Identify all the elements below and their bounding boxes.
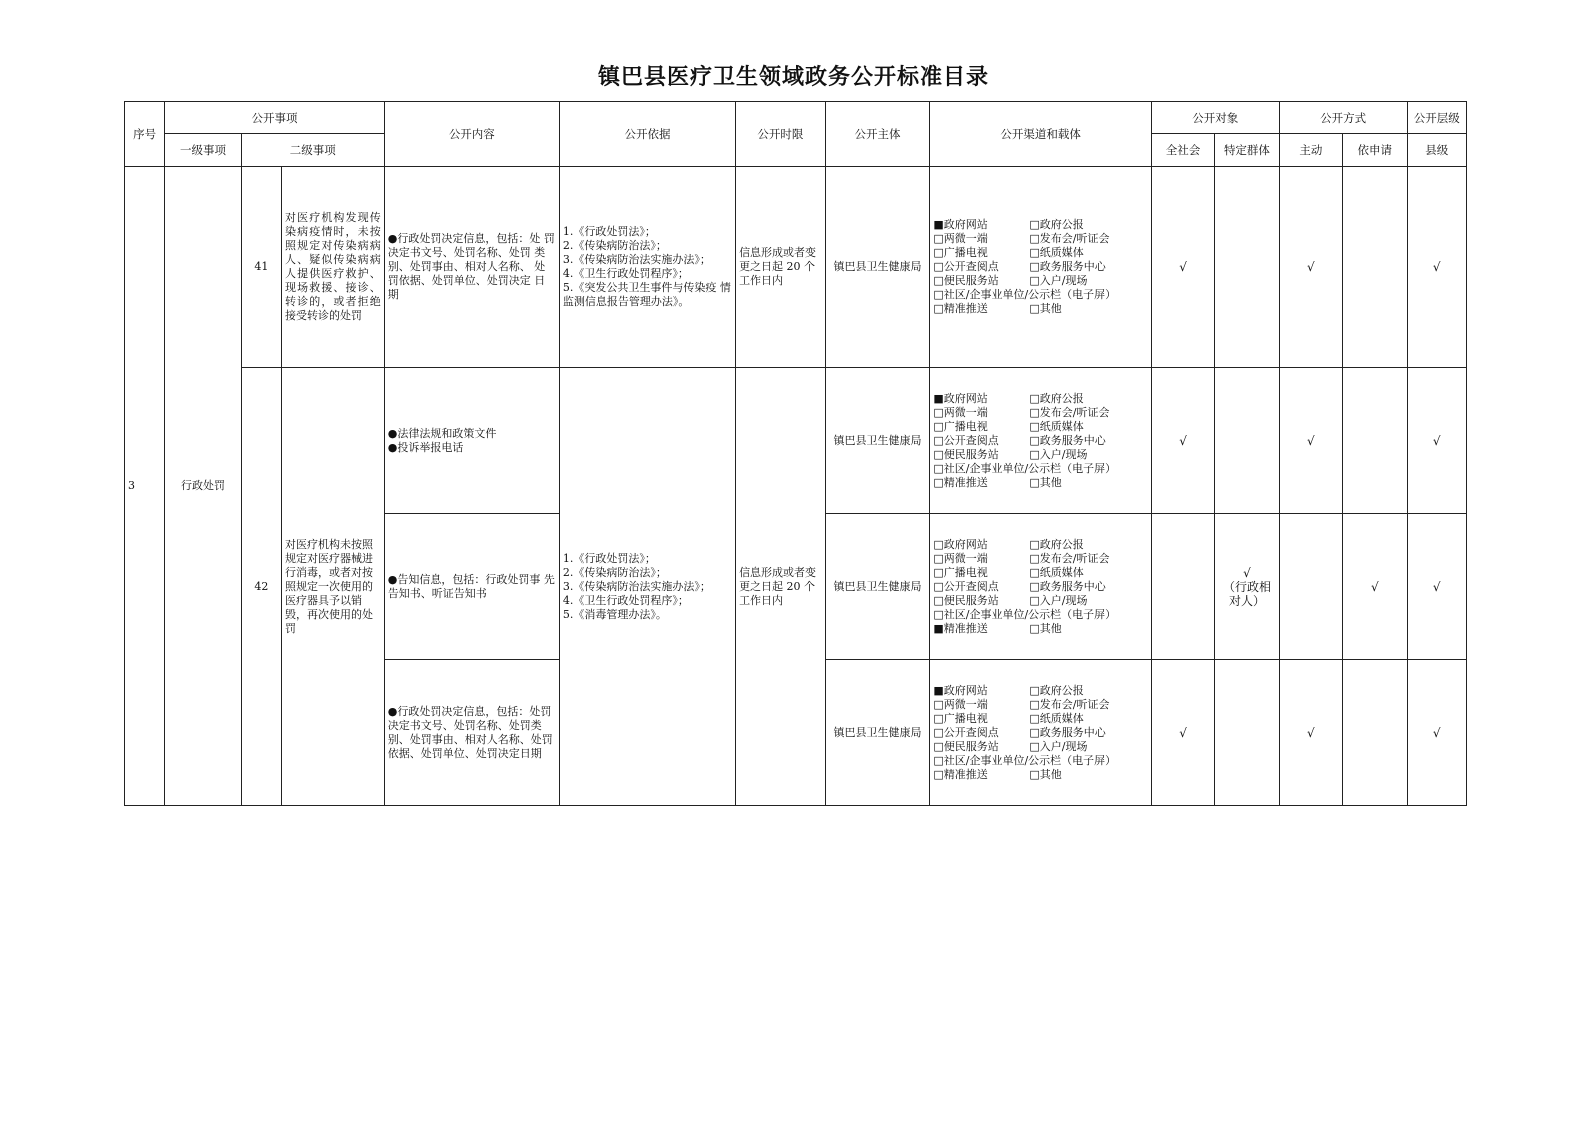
channel-option: □入户/现场	[1029, 593, 1088, 607]
item42-method-request-1	[1343, 368, 1407, 514]
item41-object-all: √	[1151, 167, 1214, 368]
channel-option: □其他	[1029, 767, 1062, 781]
channel-option: □政府网站	[933, 537, 988, 551]
item42-level-county-1: √	[1407, 368, 1467, 514]
header-level1: 一级事项	[165, 134, 242, 167]
channel-option: ■政府网站	[933, 391, 988, 405]
channel-row	[933, 594, 1147, 608]
item42-method-active-3: √	[1279, 660, 1342, 806]
channel-row	[933, 684, 1147, 698]
channel-option: □发布会/听证会	[1029, 232, 1110, 245]
header-time-limit: 公开时限	[736, 102, 826, 167]
channel-row	[933, 288, 1147, 302]
channel-option: □发布会/听证会	[1029, 551, 1110, 565]
item41-time-limit: 信息形成或者变更之日起 20 个工作日内	[736, 167, 826, 368]
channel-row	[933, 434, 1147, 448]
item42-method-active-2	[1279, 514, 1342, 660]
channel-option: □其他	[1029, 475, 1062, 489]
item42-object-specific-2: √ （行政相对人）	[1215, 514, 1279, 660]
channel-option: □便民服务站	[933, 447, 999, 461]
header-channel: 公开渠道和载体	[930, 102, 1151, 167]
channel-option: □便民服务站	[933, 739, 999, 753]
item41-level-county: √	[1407, 167, 1467, 368]
table-row-41	[125, 167, 1467, 368]
header-basis: 公开依据	[559, 102, 735, 167]
channel-option: □精准推送	[933, 767, 988, 781]
item42-subject-2: 镇巴县卫生健康局	[825, 514, 930, 660]
channel-row	[933, 608, 1147, 622]
channel-option: □发布会/听证会	[1029, 697, 1110, 711]
item41-method-request	[1343, 167, 1407, 368]
channel-row	[933, 712, 1147, 726]
channel-row	[933, 392, 1147, 406]
channel-option: □社区/企事业单位/公示栏（电子屏）	[933, 753, 1117, 767]
channel-option: □纸质媒体	[1029, 565, 1084, 579]
channel-option: □政务服务中心	[1029, 579, 1106, 593]
channel-option: □其他	[1029, 621, 1062, 635]
channel-option: □纸质媒体	[1029, 246, 1084, 259]
channel-option: □两微一端	[933, 697, 988, 711]
channel-row	[933, 476, 1147, 490]
disclosure-table	[124, 101, 1467, 806]
header-method-active: 主动	[1279, 134, 1342, 167]
header-seq: 序号	[125, 102, 165, 167]
channel-option: ■政府网站	[933, 218, 988, 231]
channel-row	[933, 302, 1147, 316]
channel-option: □广播电视	[933, 565, 988, 579]
channel-row	[933, 406, 1147, 420]
channel-row	[933, 580, 1147, 594]
table-row-42a	[125, 368, 1467, 514]
channel-option: □两微一端	[933, 405, 988, 419]
channel-option: □入户/现场	[1029, 447, 1088, 461]
header-level-county: 县级	[1407, 134, 1467, 167]
channel-row	[933, 218, 1147, 232]
item42-object-specific-1	[1215, 368, 1279, 514]
channel-option: □社区/企事业单位/公示栏（电子屏）	[933, 288, 1117, 301]
channel-row	[933, 538, 1147, 552]
channel-option: □广播电视	[933, 711, 988, 725]
channel-option: □入户/现场	[1029, 274, 1088, 287]
item41-subject: 镇巴县卫生健康局	[825, 167, 930, 368]
header-level: 公开层级	[1407, 102, 1467, 134]
channel-option: □政务服务中心	[1029, 433, 1106, 447]
header-method: 公开方式	[1279, 102, 1407, 134]
header-row-1	[125, 102, 1467, 134]
item42-method-request-3	[1343, 660, 1407, 806]
item42-channels-1	[930, 368, 1151, 514]
header-object-all: 全社会	[1151, 134, 1214, 167]
item41-method-active: √	[1279, 167, 1342, 368]
channel-option: ■政府网站	[933, 683, 988, 697]
channel-row	[933, 622, 1147, 636]
channel-option: □便民服务站	[933, 274, 999, 287]
item41-level2: 对医疗机构发现传 染病疫情时，未按 照规定对传染病病人、疑似传染病病人提供医疗救护、 现场救援、接诊、转诊的，或者拒绝接受转诊的处罚	[282, 167, 385, 368]
item41-object-specific	[1215, 167, 1279, 368]
channel-option: □发布会/听证会	[1029, 405, 1110, 419]
channel-row	[933, 726, 1147, 740]
item41-basis: 1.《行政处罚法》； 2.《传染病防治法》； 3.《传染病防治法实施办法》； 4.《卫生行政处罚程序》； 5.《突发公共卫生事件与传染疫 情监测信息报告管理办法》。	[559, 167, 735, 368]
channel-option: □政府公报	[1029, 391, 1084, 405]
channel-option: □政府公报	[1029, 218, 1084, 231]
channel-row	[933, 246, 1147, 260]
channel-option: □便民服务站	[933, 593, 999, 607]
item42-object-all-1: √	[1151, 368, 1214, 514]
channel-list	[933, 538, 1147, 636]
header-level2: 二级事项	[241, 134, 384, 167]
item42-object-specific-3	[1215, 660, 1279, 806]
document-title: 镇巴县医疗卫生领域政务公开标准目录	[597, 64, 989, 90]
channel-option: □纸质媒体	[1029, 419, 1084, 433]
channel-option: □两微一端	[933, 551, 988, 565]
group-level1: 行政处罚	[165, 167, 242, 806]
item42-level-county-2: √	[1407, 514, 1467, 660]
channel-list	[933, 684, 1147, 782]
item42-basis: 1.《行政处罚法》； 2.《传染病防治法》； 3.《传染病防治法实施办法》； 4.《卫生行政处罚程序》； 5.《消毒管理办法》。	[559, 368, 735, 806]
group-seq: 3	[125, 167, 165, 806]
channel-option: □政务服务中心	[1029, 725, 1106, 739]
channel-option: □公开查阅点	[933, 579, 999, 593]
item42-num: 42	[241, 368, 281, 806]
item42-time-limit: 信息形成或者变更之日起 20 个工作日内	[736, 368, 826, 806]
item41-channels	[930, 167, 1151, 368]
item42-method-active-1: √	[1279, 368, 1342, 514]
item42-channels-2	[930, 514, 1151, 660]
channel-option: □政务服务中心	[1029, 260, 1106, 273]
header-method-request: 依申请	[1343, 134, 1407, 167]
channel-option: □公开查阅点	[933, 260, 999, 273]
item42-method-request-2: √	[1343, 514, 1407, 660]
channel-list	[933, 218, 1147, 316]
channel-option: □社区/企事业单位/公示栏（电子屏）	[933, 461, 1117, 475]
channel-option: □纸质媒体	[1029, 711, 1084, 725]
channel-option: □公开查阅点	[933, 433, 999, 447]
item41-content: ●行政处罚决定信息，包括：处 罚决定书文号、处罚名称、处罚 类别、处罚事由、相对人名称、 处罚依据、处罚单位、处罚决定 日期	[384, 167, 559, 368]
channel-option: □政府公报	[1029, 683, 1084, 697]
item42-object-all-2	[1151, 514, 1214, 660]
channel-option: □精准推送	[933, 302, 988, 315]
channel-row	[933, 462, 1147, 476]
channel-row	[933, 698, 1147, 712]
channel-row	[933, 768, 1147, 782]
item42-subject-1: 镇巴县卫生健康局	[825, 368, 930, 514]
channel-row	[933, 420, 1147, 434]
header-subject: 公开主体	[825, 102, 930, 167]
header-object: 公开对象	[1151, 102, 1279, 134]
item42-content-3: ●行政处罚决定信息，包括：处罚决定书文号、处罚名称、处罚类别、处罚事由、相对人名称、处罚依据、处罚单位、处罚决定日期	[384, 660, 559, 806]
header-object-specific: 特定群体	[1215, 134, 1279, 167]
channel-option: □两微一端	[933, 232, 988, 245]
header-content: 公开内容	[384, 102, 559, 167]
channel-option: □社区/企事业单位/公示栏（电子屏）	[933, 607, 1117, 621]
item42-channels-3	[930, 660, 1151, 806]
channel-row	[933, 552, 1147, 566]
item42-content-1: ●法律法规和政策文件 ●投诉举报电话	[384, 368, 559, 514]
channel-row	[933, 260, 1147, 274]
item42-level2: 对医疗机构未按照规定对医疗器械进行消毒，或者对按照规定一次使用的医疗器具予以销毁，再次使用的处罚	[282, 368, 385, 806]
channel-row	[933, 274, 1147, 288]
item42-subject-3: 镇巴县卫生健康局	[825, 660, 930, 806]
header-items: 公开事项	[165, 102, 384, 134]
channel-option: □公开查阅点	[933, 725, 999, 739]
channel-row	[933, 566, 1147, 580]
channel-option: □广播电视	[933, 419, 988, 433]
channel-option: □广播电视	[933, 246, 988, 259]
channel-row	[933, 740, 1147, 754]
channel-option: ■精准推送	[933, 621, 988, 635]
channel-row	[933, 232, 1147, 246]
channel-row	[933, 448, 1147, 462]
channel-row	[933, 754, 1147, 768]
item42-object-all-3: √	[1151, 660, 1214, 806]
item42-content-2: ●告知信息，包括：行政处罚事 先告知书、听证告知书	[384, 514, 559, 660]
channel-option: □精准推送	[933, 475, 988, 489]
item41-num: 41	[241, 167, 281, 368]
channel-option: □政府公报	[1029, 537, 1084, 551]
item42-level-county-3: √	[1407, 660, 1467, 806]
channel-option: □入户/现场	[1029, 739, 1088, 753]
channel-option: □其他	[1029, 302, 1062, 315]
channel-list	[933, 392, 1147, 490]
